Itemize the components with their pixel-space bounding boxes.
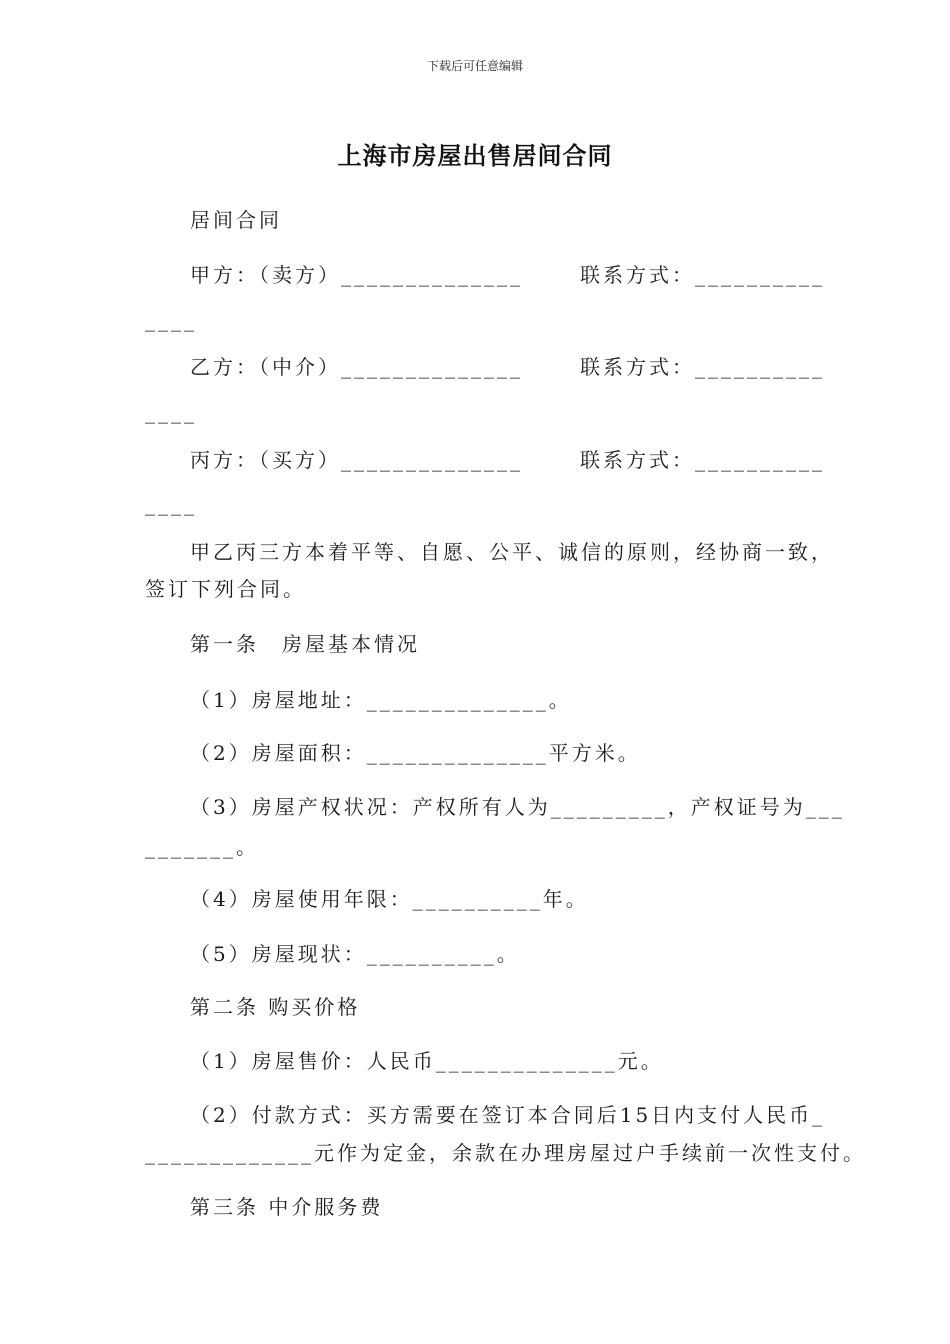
house-address-line: （1）房屋地址：______________。 xyxy=(190,688,572,712)
party-a-contact: 联系方式：__________ xyxy=(580,263,825,287)
payment-line-1: （2）付款方式：买方需要在签订本合同后15日内支付人民币_ xyxy=(190,1103,826,1127)
house-area-line: （2）房屋面积：______________平方米。 xyxy=(190,741,641,765)
price-line: （1）房屋售价：人民币______________元。 xyxy=(190,1049,664,1073)
house-status-line: （5）房屋现状：__________。 xyxy=(190,942,520,966)
party-b-line: 乙方：（中介）______________ xyxy=(190,355,523,379)
article-2-heading: 第二条 购买价格 xyxy=(190,995,361,1019)
party-a-contact-cont: ____ xyxy=(145,308,197,332)
article-3-heading: 第三条 中介服务费 xyxy=(190,1195,384,1219)
document-title: 上海市房屋出售居间合同 xyxy=(337,142,613,170)
party-c-contact-cont: ____ xyxy=(145,492,197,516)
contract-heading: 居间合同 xyxy=(190,208,282,232)
preamble-line-1: 甲乙丙三方本着平等、自愿、公平、诚信的原则，经协商一致， xyxy=(190,540,834,564)
party-b-contact: 联系方式：__________ xyxy=(580,355,825,379)
payment-line-2: _____________元作为定金，余款在办理房屋过户手续前一次性支付。 xyxy=(145,1141,866,1165)
house-term-line: （4）房屋使用年限：__________年。 xyxy=(190,887,589,911)
party-c-line: 丙方：（买方）______________ xyxy=(190,448,523,472)
preamble-line-2: 签订下列合同。 xyxy=(145,577,306,601)
house-title-line-1: （3）房屋产权状况：产权所有人为_________，产权证号为___ xyxy=(190,795,845,819)
article-1-heading: 第一条 房屋基本情况 xyxy=(190,632,420,656)
header-note: 下载后可任意编辑 xyxy=(426,59,523,73)
party-c-contact: 联系方式：__________ xyxy=(580,448,825,472)
party-b-contact-cont: ____ xyxy=(145,400,197,424)
house-title-line-2: _______。 xyxy=(145,835,259,859)
party-a-line: 甲方：（卖方）______________ xyxy=(190,263,523,287)
